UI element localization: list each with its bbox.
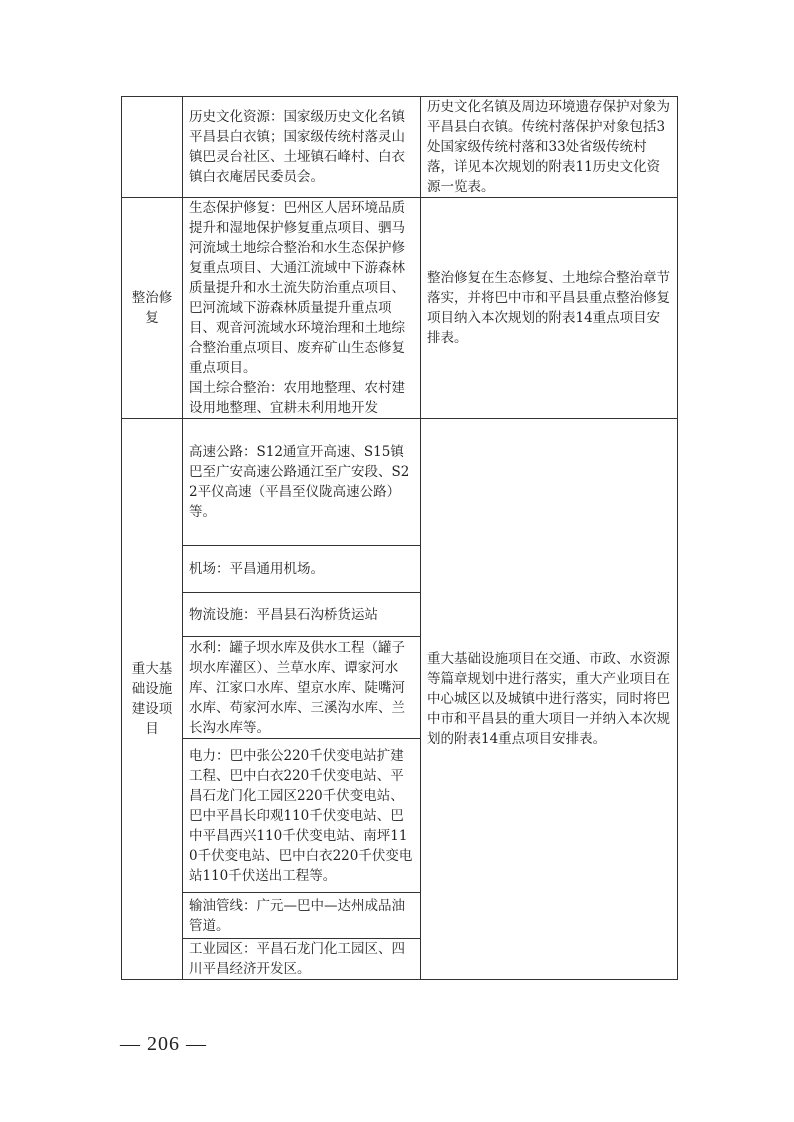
item-cell: 物流设施：平昌县石沟桥货运站 [183, 593, 421, 637]
table-row [122, 198, 678, 419]
table-row [122, 97, 678, 198]
planning-table [121, 96, 678, 980]
table-row [122, 419, 678, 546]
category-cell [122, 97, 183, 198]
implementation-cell: 重大基础设施项目在交通、市政、水资源等篇章规划中进行落实，重大产业项目在中心城区以及城镇中进行落实，同时将巴中市和平昌县的重大项目一并纳入本次规划的附表14重点项目安排表。 [421, 419, 678, 980]
item-cell: 水利：罐子坝水库及供水工程（罐子坝水库灌区）、兰草水库、谭家河水库、江家口水库、望京水库、陡嘴河水库、苟家河水库、三溪沟水库、兰长沟水库等。 [183, 637, 421, 739]
implementation-cell: 整治修复在生态修复、土地综合整治章节落实，并将巴中市和平昌县重点整治修复项目纳入本次规划的附表14重点项目安排表。 [421, 198, 678, 419]
category-cell: 重大基础设施建设项目 [122, 419, 183, 980]
item-cell: 历史文化资源：国家级历史文化名镇平昌县白衣镇；国家级传统村落灵山镇巴灵台社区、土垭镇石峰村、白衣镇白衣庵居民委员会。 [183, 97, 421, 198]
item-cell: 电力：巴中张公220千伏变电站扩建工程、巴中白衣220千伏变电站、平昌石龙门化工园区220千伏变电站、巴中平昌长印观110千伏变电站、巴中平昌西兴110千伏变电站、南坪110千伏变电站、巴中白衣220千伏变电站110千伏送出工程等。 [183, 739, 421, 893]
item-text: 生态保护修复：巴州区人居环境品质提升和湿地保护修复重点项目、驷马河流域土地综合整治和水生态保护修复重点项目、大通江流域中下游森林质量提升和水土流失防治重点项目、巴河流域下游森林质量提升重点项目、观音河流域水环境治理和土地综合整治重点项目、废弃矿山生态修复重点项目。 [189, 200, 405, 376]
item-cell: 机场：平昌通用机场。 [183, 546, 421, 593]
item-cell: 工业园区：平昌石龙门化工园区、四川平昌经济开发区。 [183, 939, 421, 980]
implementation-cell: 历史文化名镇及周边环境遗存保护对象为平昌县白衣镇。传统村落保护对象包括3处国家级传统村落和33处省级传统村落，详见本次规划的附表11历史文化资源一览表。 [421, 97, 678, 198]
page-number: — 206 — [120, 1033, 207, 1055]
category-cell: 整治修复 [122, 198, 183, 419]
item-cell: 输油管线：广元—巴中—达州成品油管道。 [183, 893, 421, 939]
item-cell: 高速公路：S12通宣开高速、S15镇巴至广安高速公路通江至广安段、S22平仪高速（平昌至仪陇高速公路）等。 [183, 419, 421, 546]
item-cell [183, 198, 421, 419]
item-text: 国土综合整治：农用地整理、农村建设用地整理、宜耕未利用地开发 [189, 380, 405, 416]
